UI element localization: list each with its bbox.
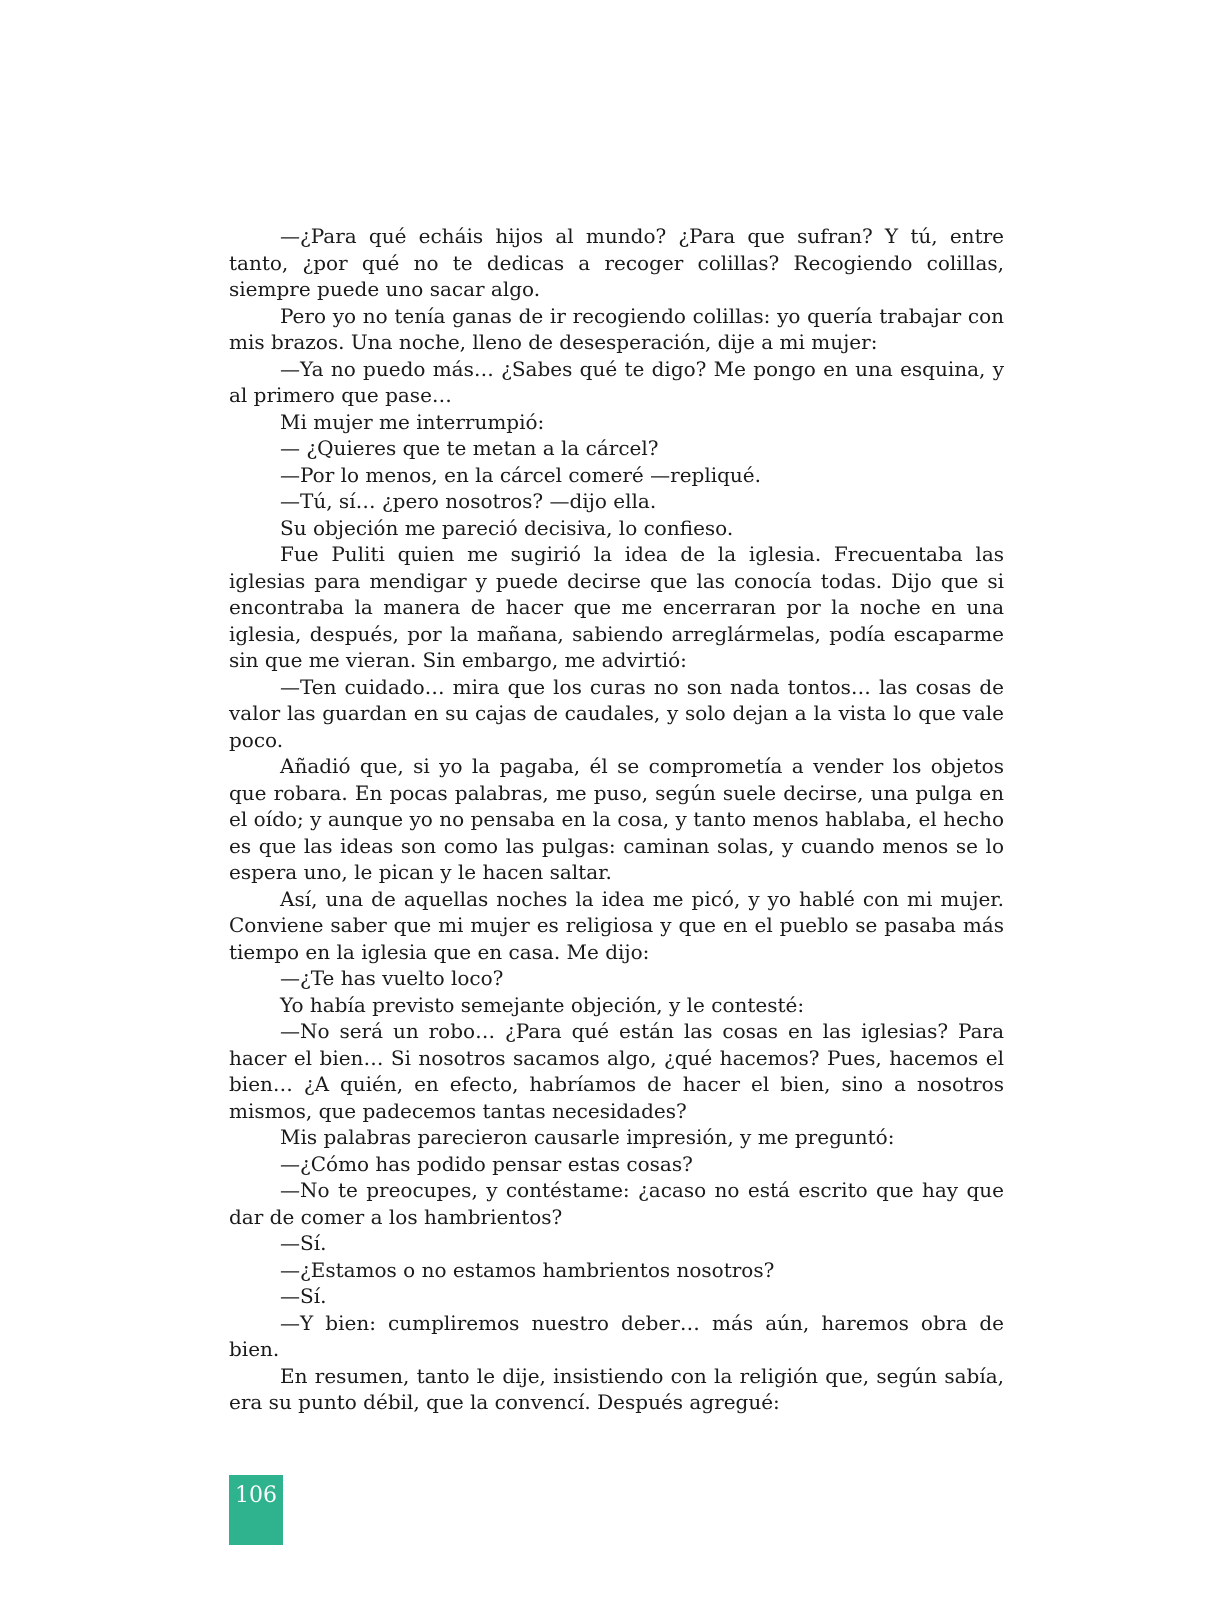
paragraph-10: —Ten cuidado… mira que los curas no son nada tontos… las cosas de valor las guardan en su cajas de caudales, y solo dejan a la vista lo que vale poco. [229, 674, 1004, 752]
body-text [229, 223, 1004, 1416]
paragraph-4: Mi mujer me interrumpió: [280, 409, 545, 434]
paragraph-19: —Sí. [280, 1231, 327, 1255]
paragraph-14: Yo había previsto semejante objeción, y le contesté: [280, 992, 805, 1017]
paragraph-22: —Y bien: cumpliremos nuestro deber… más aún, haremos obra de bien. [229, 1310, 1004, 1361]
paragraph-15: —No será un robo… ¿Para qué están las cosas en las iglesias? Para hacer el bien… Si nosotros sacamos algo, ¿qué hacemos? Pues, hacemos el bien… ¿A quién, en efecto, habríamos de hacer el bien, sino a nosotros mismos, que padecemos tantas necesidades? [229, 1019, 1004, 1123]
paragraph-23: En resumen, tanto le dije, insistiendo con la religión que, según sabía, era su punto débil, que la convencí. Después agregué: [229, 1363, 1004, 1414]
page-number: 106 [235, 1483, 277, 1508]
paragraph-18: —No te preocupes, y contéstame: ¿acaso no está escrito que hay que dar de comer a los hambrientos? [229, 1178, 1004, 1229]
paragraph-6: —Por lo menos, en la cárcel comeré —repliqué. [280, 462, 761, 487]
paragraph-12: Así, una de aquellas noches la idea me picó, y yo hablé con mi mujer. Conviene saber que mi mujer es religiosa y que en el pueblo se pasaba más tiempo en la iglesia que en casa. Me dijo: [229, 886, 1004, 964]
paragraph-17: —¿Cómo has podido pensar estas cosas? [280, 1151, 693, 1176]
paragraph-9: Fue Puliti quien me sugirió la idea de la iglesia. Frecuentaba las iglesias para mendigar y puede decirse que las conocía todas. Dijo que si encontraba la manera de hacer que me encerraran por la noche en una iglesia, después, por la mañana, sabiendo arreglármelas, podía escaparme sin que me vieran. Sin embargo, me advirtió: [229, 542, 1004, 672]
paragraph-7: —Tú, sí… ¿pero nosotros? —dijo ella. [280, 489, 657, 513]
paragraph-11: Añadió que, si yo la pagaba, él se comprometía a vender los objetos que robara. En pocas palabras, me puso, según suele decirse, una pulga en el oído; y aunque yo no pensaba en la cosa, y tanto menos hablaba, el hecho es que las ideas son como las pulgas: caminan solas, y cuando menos se lo espera uno, le pican y le hacen saltar. [229, 754, 1004, 884]
paragraph-16: Mis palabras parecieron causarle impresión, y me preguntó: [280, 1125, 895, 1149]
page-number-badge [229, 1475, 283, 1545]
paragraph-5: — ¿Quieres que te metan a la cárcel? [280, 436, 659, 460]
paragraph-1: —¿Para qué echáis hijos al mundo? ¿Para que sufran? Y tú, entre tanto, ¿por qué no te dedicas a recoger colillas? Recogiendo colillas, siempre puede uno sacar algo. [229, 224, 1004, 301]
paragraph-20: —¿Estamos o no estamos hambrientos nosotros? [280, 1257, 775, 1282]
paragraph-2: Pero yo no tenía ganas de ir recogiendo colillas: yo quería trabajar con mis brazos. Una noche, lleno de desesperación, dije a mi mujer: [229, 303, 1004, 354]
paragraph-8: Su objeción me pareció decisiva, lo confieso. [280, 515, 734, 540]
paragraph-21: —Sí. [280, 1284, 327, 1308]
paragraph-13: —¿Te has vuelto loco? [280, 966, 504, 990]
paragraph-3: —Ya no puedo más… ¿Sabes qué te digo? Me pongo en una esquina, y al primero que pase… [229, 356, 1004, 407]
